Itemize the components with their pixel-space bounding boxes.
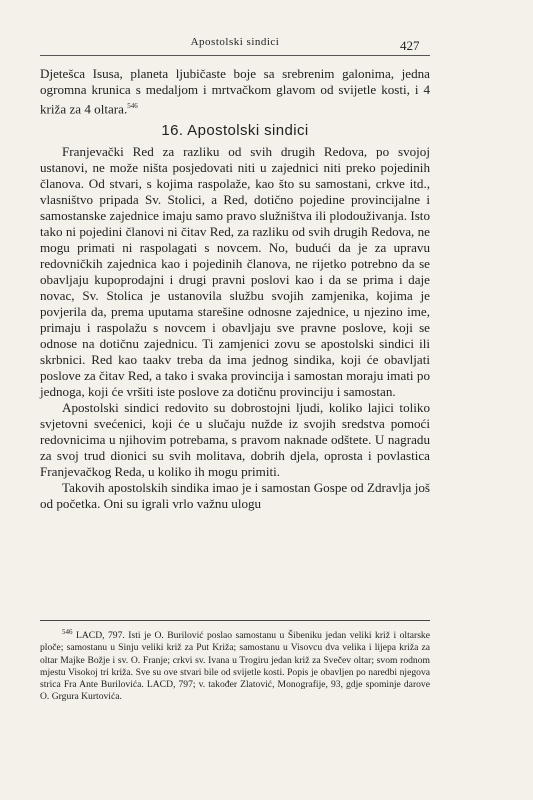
main-text bbox=[40, 66, 430, 512]
footnote-text: LACD, 797. Isti je O. Burilović poslao samostanu u Šibeniku jedan veliki križ i oltarske ploče; samostanu u Sinju veliki križ za Put Križa; samostanu u Visovcu dva velika i lijepa križa za oltar Majke Božje i sv. O. Franje; crkvi sv. Ivana u Trogiru jedan križ za Svečev oltar; svom rodnom mjestu Visokoj tri križa. Sve su ove stvari bile od svijetle kosti. Popis je obavljen po naredbi njegova strica Fra Ante Burilovića. LACD, 797; v. također Zlatović, Monografije, 93, gdje spominje darove O. Grgura Kurtovića. bbox=[40, 630, 430, 703]
running-title: Apostolski sindici bbox=[190, 36, 280, 48]
page-number: 427 bbox=[400, 38, 420, 53]
section-heading: 16. Apostolski sindici bbox=[161, 122, 309, 140]
footnote bbox=[40, 626, 430, 703]
paragraph: Takovih apostolskih sindika imao je i samostan Gospe od Zdravlja još od početka. Oni su igrali vrlo važnu ulogu bbox=[40, 480, 430, 512]
paragraph: Franjevački Red za razliku od svih drugih Redova, po svojoj ustanovi, ne može ništa posjedovati niti u zajednici niti preko pojedinih članova. Od stvari, s kojima raspolaže, kao što su samostani, crkve itd., vlasništvo pripada Sv. Stolici, a Red, dotično pojedine provincijalne i samostanske zajednice imaju samo pravo služništva ili plodouživanja. Isto tako ni pojedini članovi ni čitav Red, za razliku od svih drugih Redova, ne mogu primati ni raspolagati s novcem. No, budući da je za upravu redovničkih zajednica kao i pojedinih članova, ne rijetko potrebno da se obavljaju kupoprodajni i drugi pravni poslovi kao i da se prima i daje novac, Sv. Stolica je ustanovila službu svojih zamjenika, kojima je povjerila da, prema uputama starešine odnosne zajednice, u njezino ime, primaju i raspolažu s novcem i obavljaju sve pravne poslove, koji se odnose na dotičnu zajednicu. Ti zamjenici zovu se apostolski sindici ili skrbnici. Red kao taakv treba da ima jednog sindika, koji će obavljati poslove za čitav Red, a tako i svaka provincija i samostan moraju imati po jednoga, koji će vršiti iste poslove za dotičnu provinciju i samostan. bbox=[40, 144, 430, 400]
footnote-reference: 546 bbox=[127, 102, 138, 110]
header-rule bbox=[40, 55, 430, 56]
paragraph: Apostolski sindici redovito su dobrostojni ljudi, koliko lajici toliko svjetovni svećenici, koji će u slučaju nužde iz svojih sredstva pomoći redovnicima u njihovim potrebama, s pravom naknade odštete. U nagradu za svoj trud dionici su svih molitava, dobrih djela, oprosta i povlastica Franjevačkog Reda, u koliko ih mogu primiti. bbox=[40, 400, 430, 480]
footnote-rule bbox=[40, 620, 430, 621]
footnote-number: 546 bbox=[62, 628, 73, 636]
opening-paragraph bbox=[40, 66, 430, 117]
opening-paragraph-text: Djetešca Isusa, planeta ljubičaste boje sa srebrenim galonima, jedna ogromna krunica s medaljom i mrtvačkom glavom od svijetle kosti, i 4 križa za 4 oltara. bbox=[40, 66, 430, 117]
